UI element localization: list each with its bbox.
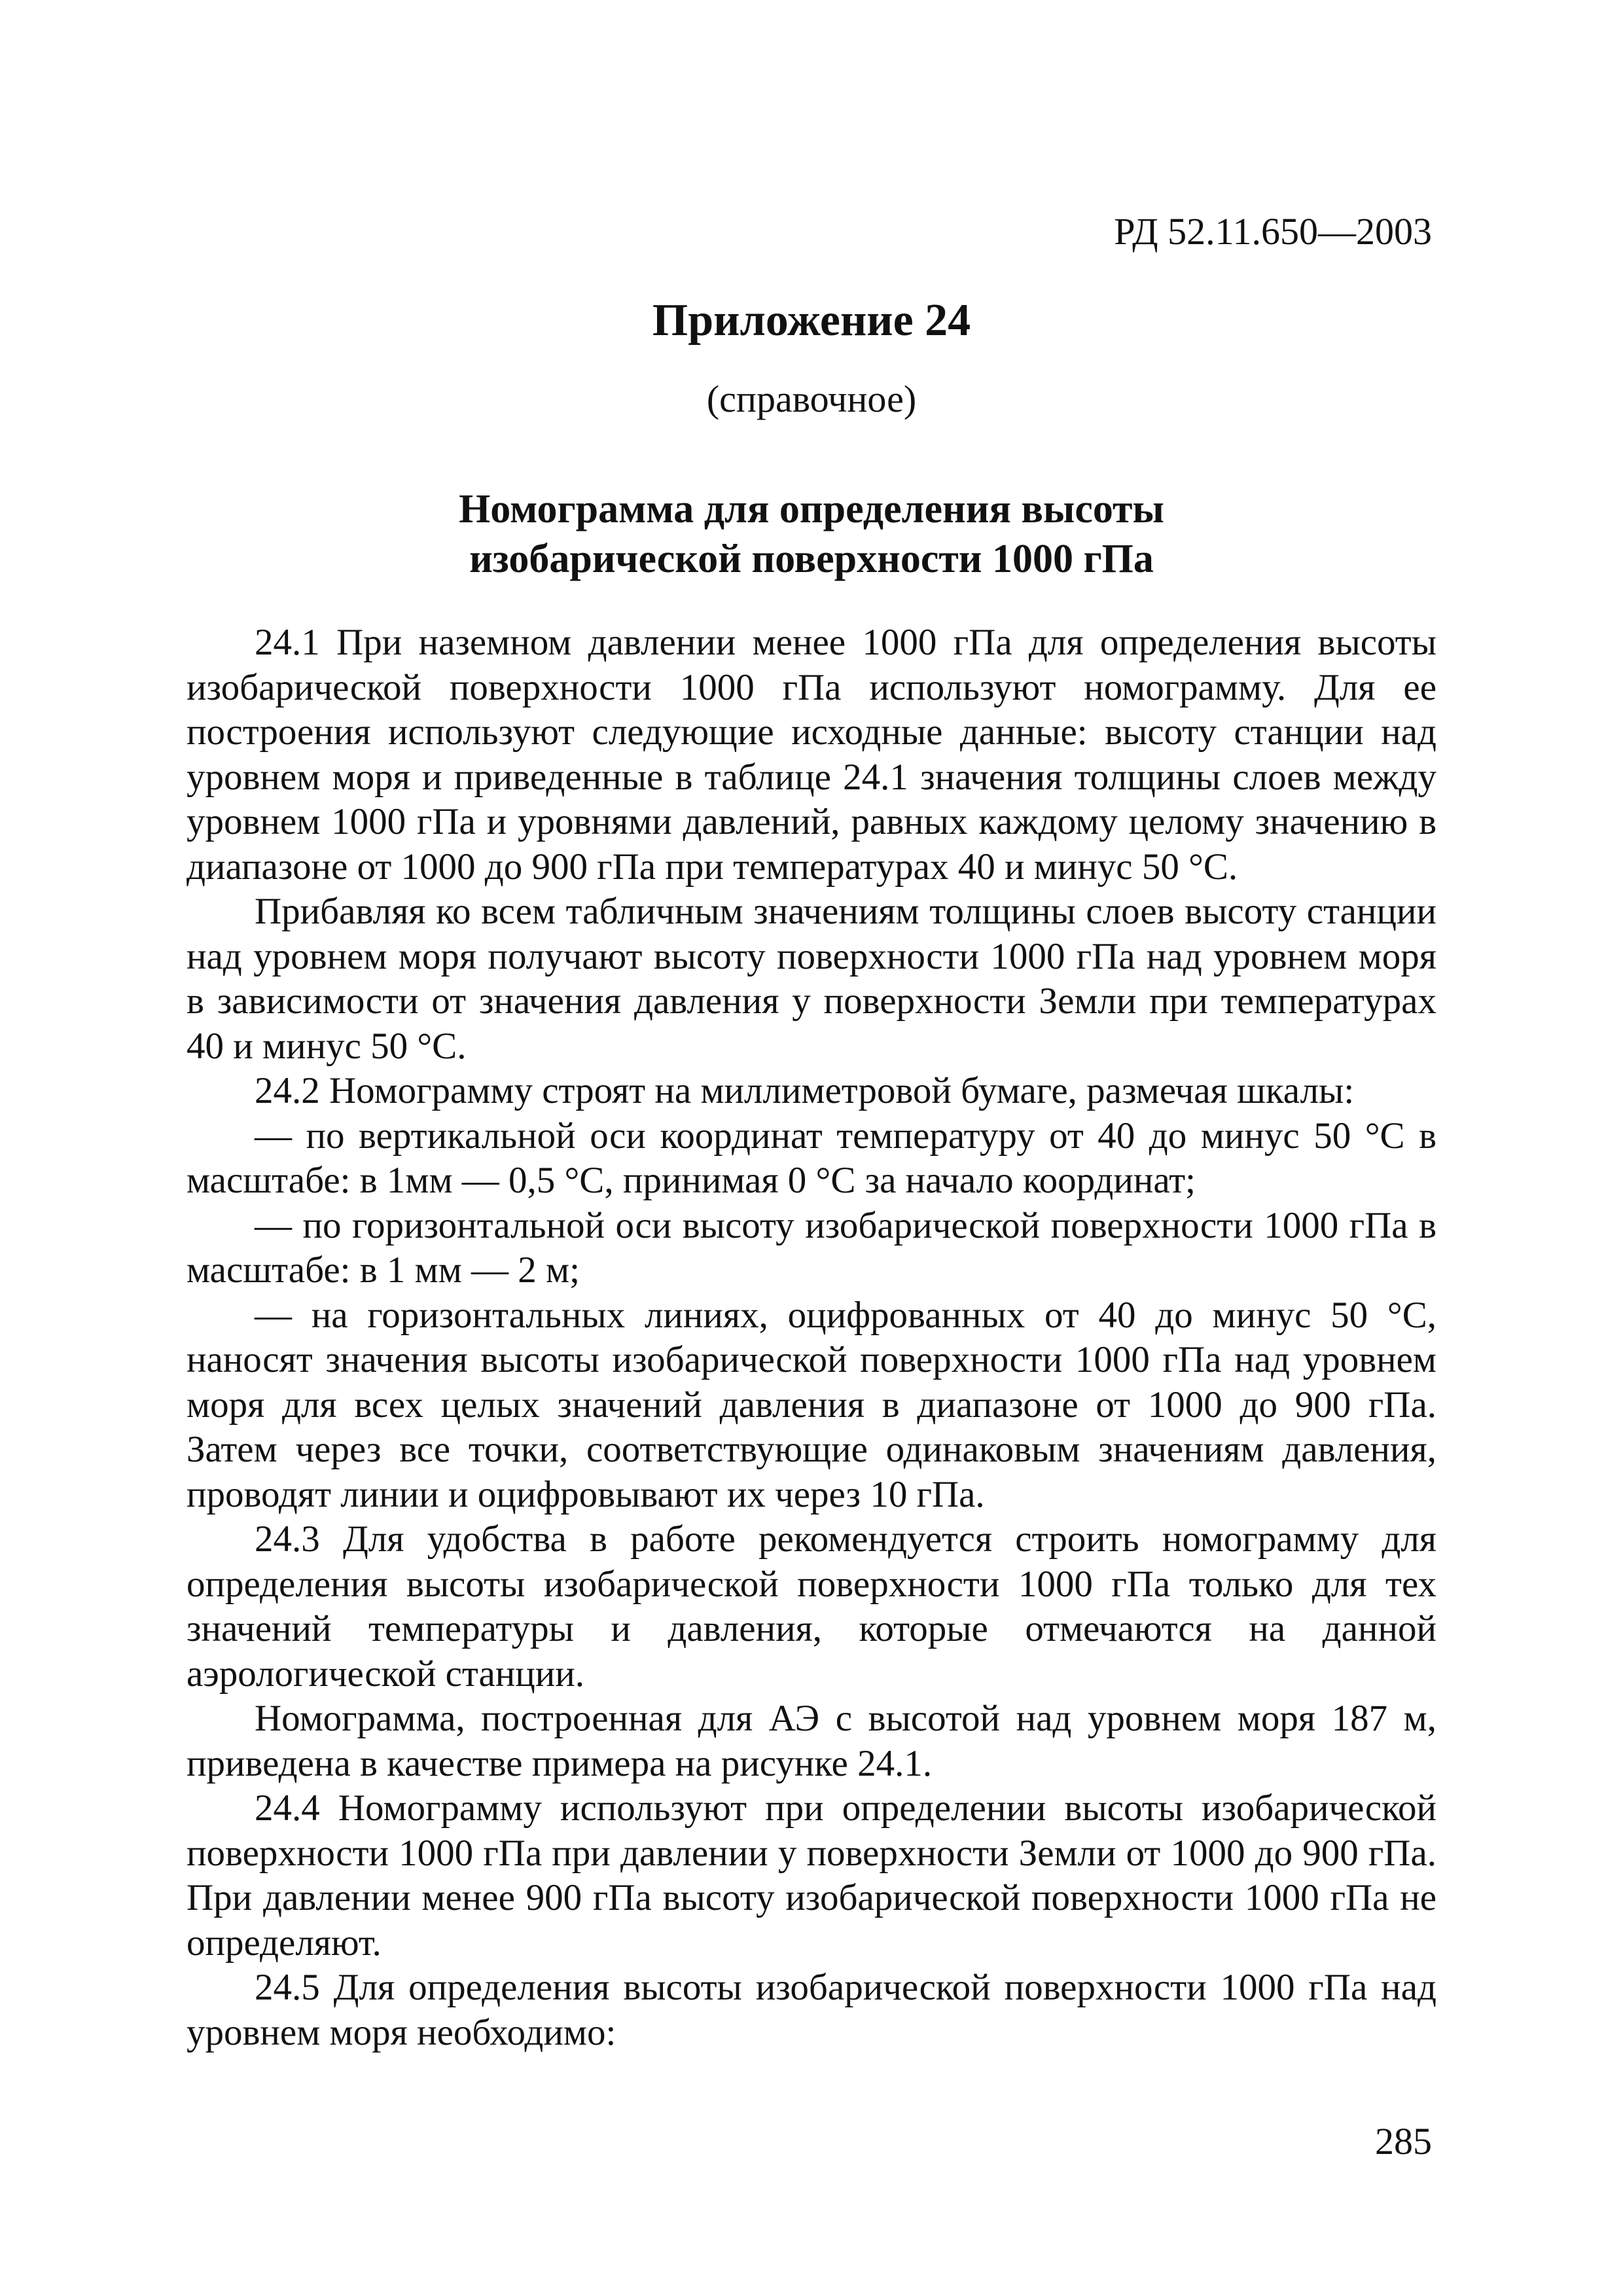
list-item-vertical-axis: — по вертикальной оси координат температуру от 40 до минус 50 °С в масштабе: в 1мм — 0,5 °С, принимая 0 °С за начало координат; [187, 1115, 1436, 1201]
appendix-title: Приложение 24 [652, 295, 971, 346]
paragraph-24-4: 24.4 Номограмму используют при определении высоты изобарической поверхности 1000 гПа при давлении у поверхности Земли от 1000 до 900 гПа. При давлении менее 900 гПа высоту изобарической поверхности 1000 гПа не определяют. [187, 1787, 1436, 1964]
page-number: 285 [1375, 2120, 1432, 2162]
list-item-horizontal-lines: — на горизонтальных линиях, оцифрованных от 40 до минус 50 °С, наносят значения высоты изобарической поверхности 1000 гПа над уровнем моря для всех целых значений давления в диапазоне от 1000 до 900 гПа. Затем через все точки, соответствующие одинаковым значениям давления, проводят линии и оцифровывают их через 10 гПа. [187, 1294, 1436, 1515]
paragraph-24-1: 24.1 При наземном давлении менее 1000 гПа для определения высоты изобарической поверхности 1000 гПа используют номограмму. Для ее построения используют следующие исходные данные: высоту станции над уровнем моря и приведенные в таблице 24.1 значения толщины слоев между уровнем 1000 гПа и уровнями давлений, равных каждому целому значению в диапазоне от 1000 до 900 гПа при температурах 40 и минус 50 °С. [187, 622, 1436, 888]
appendix-type: (справочное) [706, 378, 917, 420]
body-text [187, 620, 1436, 2055]
paragraph-example: Номограмма, построенная для АЭ с высотой над уровнем моря 187 м, приведена в качестве примера на рисунке 24.1. [187, 1698, 1436, 1784]
paragraph-24-5: 24.5 Для определения высоты изобарической поверхности 1000 гПа над уровнем моря необходимо: [187, 1967, 1436, 2053]
section-title-line-2: изобарической поверхности 1000 гПа [469, 537, 1154, 581]
section-title-line-1: Номограмма для определения высоты [459, 487, 1164, 531]
paragraph-24-3: 24.3 Для удобства в работе рекомендуется строить номограмму для определения высоты изобарической поверхности 1000 гПа только для тех значений температуры и давления, которые отмечаются на данной аэрологической станции. [187, 1518, 1436, 1695]
paragraph-station-height: Прибавляя ко всем табличным значениям толщины слоев высоту станции над уровнем моря получают высоту поверхности 1000 гПа над уровнем моря в зависимости от значения давления у поверхности Земли при температурах 40 и минус 50 °С. [187, 891, 1436, 1067]
paragraph-24-2: 24.2 Номограмму строят на миллиметровой бумаге, размечая шкалы: [255, 1070, 1355, 1111]
document-code: РД 52.11.650—2003 [1114, 210, 1432, 253]
list-item-horizontal-axis: — по горизонтальной оси высоту изобарической поверхности 1000 гПа в масштабе: в 1 мм — 2 м; [187, 1204, 1436, 1291]
section-title [0, 484, 1623, 584]
